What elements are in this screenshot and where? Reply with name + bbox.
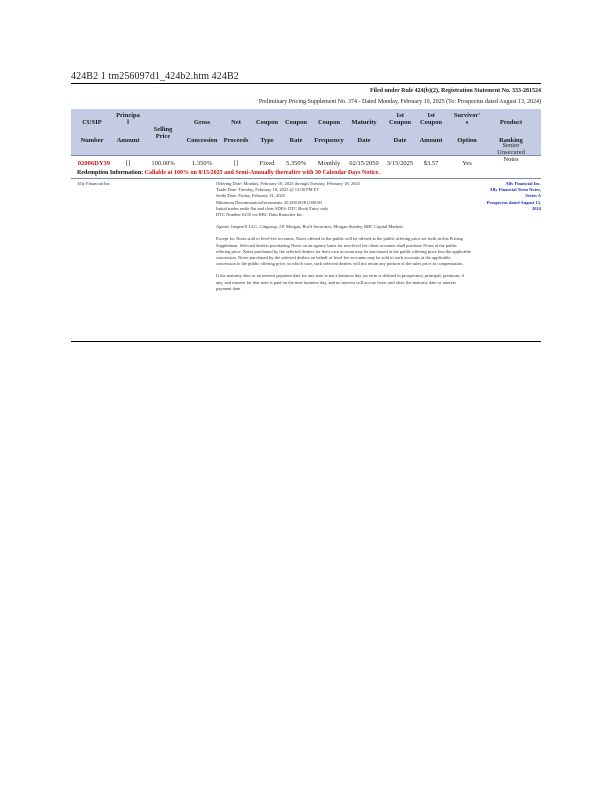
header-first-coupon-amount: 1st Coupon: [419, 112, 443, 126]
header-survivors-option-label: Option: [457, 137, 477, 144]
cell-coupon-rate: 5.350%: [285, 160, 307, 167]
offering-line: Settle Date: Friday, February 21, 2025: [216, 193, 286, 199]
series-label[interactable]: Series A: [525, 193, 541, 199]
offering-line: Trade Date: Tuesday, February 18, 2025 @ 12:00 PM ET: [216, 187, 320, 193]
cell-net-proceeds: []: [233, 160, 239, 167]
offering-line: DTC Number 0235 via RBC Dain Rauscher Inc.: [216, 212, 304, 218]
agents-line: Agents: InspereX LLC, Citigroup, J.P. Morgan, BofA Securities, Morgan Stanley, RBC Capital Markets: [216, 224, 404, 230]
prospectus-link[interactable]: Prospectus dated August 13,: [486, 199, 541, 205]
redemption-value: Callable at 100% on 8/15/2025 and Semi-Annually thereafter with 30 Calendar Days Notice.: [144, 170, 380, 176]
offering-line: Initial trades settle flat and clear SDFS: DTC Book Entry only: [216, 205, 329, 211]
header-principal: Principa l: [116, 112, 140, 126]
header-maturity: Maturity: [351, 119, 377, 126]
header-product-ranking: Ranking: [499, 137, 523, 144]
header-coupon-type: Coupon: [255, 119, 279, 126]
header-first-coupon-date-label: Date: [393, 137, 407, 144]
header-net: Net: [231, 119, 241, 126]
redemption-label: Redemption Information:: [77, 170, 145, 176]
header-coupon-frequency-label: Frequency: [314, 137, 344, 144]
redemption-bottom-line: [71, 178, 541, 179]
document-title: 424B2 1 tm256097d1_424b2.htm 424B2: [71, 71, 239, 82]
header-coupon-frequency: Coupon: [317, 119, 341, 126]
cusip-link[interactable]: 02006DY39: [77, 160, 111, 167]
dealer-paragraph: Except for Notes sold to level-fee accounts, Notes offered to the public will be offered at the public offering price set forth in this Pricing Supplement. Selected dealers purchasing Notes on an agency basis for non-level fee client accounts shall purchase Notes at the public offering price. Notes purchased by the selected dealers for their own account may be purchased at the public offering price less the applicable concession. Notes purchased by the selected dealers on behalf of level-fee accounts may be sold to such accounts at the applicable concession to the public offering price, in which case, such selected dealers will not retain any portion of the sales price as compensation.: [216, 236, 471, 267]
header-product: Product: [499, 119, 523, 126]
header-first-coupon-date: 1st Coupon: [388, 112, 412, 126]
filed-under-line: Filed under Rule 424(b)(2), Registration Statement No. 333-281524: [369, 88, 541, 94]
issuer-info-links: [446, 181, 541, 212]
header-bottom-line: [71, 155, 541, 156]
cell-product-ranking: Senior Unsecured Notes: [497, 142, 525, 163]
offering-line: Offering Date: Monday, February 10, 2025 through Tuesday, February 18, 2025: [216, 181, 360, 186]
header-coupon-rate: Coupon: [284, 119, 308, 126]
term-notes-link[interactable]: Ally Financial Term Notes,: [489, 187, 541, 193]
cell-survivors-option: Yes: [462, 160, 472, 167]
offering-line: Minimum Denomination/Increments: $1,000.00/$1,000.00: [216, 199, 322, 205]
header-cusip-number: Number: [80, 137, 104, 144]
supplement-line: Preliminary Pricing Supplement No. 374 - Dated Monday, February 10, 2025 (To: Prospectus dated August 13, 2024): [258, 99, 541, 105]
header-principal-amount: Amount: [116, 137, 140, 144]
header-gross-concession: Concession: [186, 137, 218, 144]
issuer-name: Ally Financial Inc.: [77, 181, 111, 186]
header-selling-price: Selling Price: [153, 126, 173, 140]
cell-coupon-frequency: Monthly: [317, 160, 341, 167]
header-net-proceeds: Proceeds: [223, 137, 249, 144]
redemption-information: [77, 170, 380, 176]
cell-maturity-date: 02/15/2050: [349, 160, 379, 167]
cell-first-coupon-date: 3/15/2025: [386, 160, 414, 167]
header-survivors-option: Survivor' s: [453, 112, 481, 126]
header-maturity-date: Date: [357, 137, 371, 144]
cell-selling-price: 100.00%: [151, 160, 175, 167]
header-coupon-rate-label: Rate: [289, 137, 303, 144]
top-rule: [71, 83, 541, 84]
cell-coupon-type: Fixed: [259, 160, 275, 167]
header-gross: Gross: [193, 119, 211, 126]
prospectus-year[interactable]: 2024: [532, 205, 541, 211]
header-coupon-type-label: Type: [260, 137, 274, 144]
bottom-rule: [71, 341, 541, 342]
header-cusip: CUSIP: [82, 119, 102, 126]
cell-principal: []: [125, 160, 131, 167]
issuer-link[interactable]: Ally Financial Inc.: [505, 181, 541, 186]
offering-details: [216, 181, 471, 298]
cell-first-coupon-amount: $3.57: [423, 160, 439, 167]
business-day-paragraph: If the maturity date or an interest payment date for any note is not a business day (as term is defined in prospectus), principal, premium, if any, and interest for that note is paid on the next business day, and no interest will accrue from, and after, the maturity date or interest payment date.: [216, 273, 465, 291]
header-first-coupon-amount-label: Amount: [419, 137, 443, 144]
cell-gross-concession: 1.350%: [191, 160, 213, 167]
